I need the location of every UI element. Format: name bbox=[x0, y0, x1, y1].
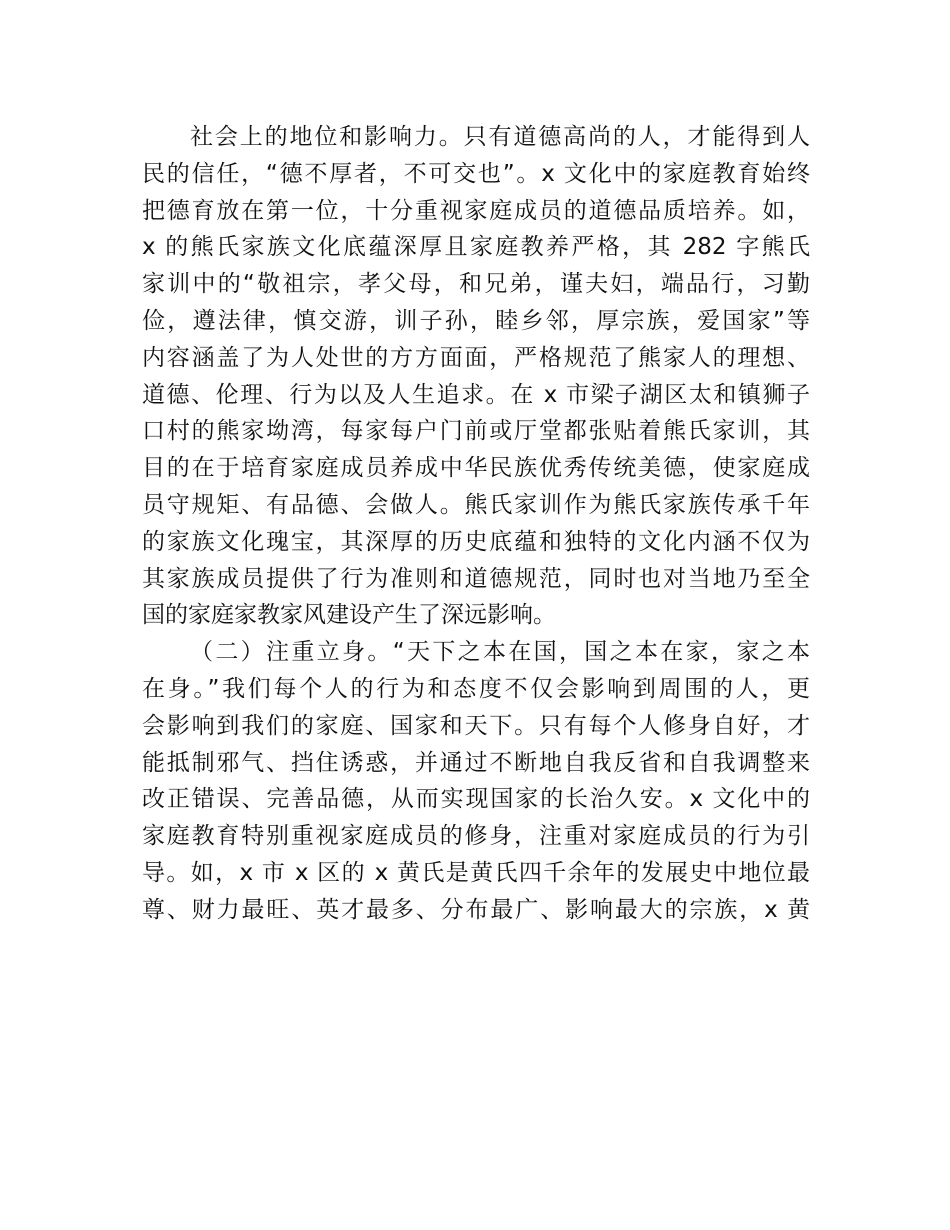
text-line: x 的熊氏家族文化底蕴深厚且家庭教养严格，其 282 字熊氏 bbox=[142, 234, 810, 261]
text-line: 改正错误、完善品德，从而实现国家的长治久安。x 文化中的 bbox=[142, 786, 810, 813]
text-line: 导。如，x 市 x 区的 x 黄氏是黄氏四千余年的发展史中地位最 bbox=[142, 859, 810, 886]
text-line: 口村的熊家坳湾，每家每户门前或厅堂都张贴着熊氏家训，其 bbox=[142, 418, 810, 445]
text-line: 尊、财力最旺、英才最多、分布最广、影响最大的宗族，x 黄 bbox=[142, 896, 810, 923]
paragraph-1 bbox=[142, 119, 810, 634]
text-line: 社会上的地位和影响力。只有道德高尚的人，才能得到人 bbox=[190, 124, 810, 150]
text-line: 内容涵盖了为人处世的方方面面，严格规范了熊家人的理想、 bbox=[142, 344, 810, 371]
text-line: 家庭教育特别重视家庭成员的修身，注重对家庭成员的行为引 bbox=[142, 823, 810, 850]
text-line: 目的在于培育家庭成员养成中华民族优秀传统美德，使家庭成 bbox=[142, 455, 810, 482]
text-line: 道德、伦理、行为以及人生追求。在 x 市梁子湖区太和镇狮子 bbox=[142, 381, 810, 408]
text-line: 俭，遵法律，慎交游，训子孙，睦乡邻，厚宗族，爱国家”等 bbox=[142, 307, 810, 334]
text-line: 能抵制邪气、挡住诱惑，并通过不断地自我反省和自我调整来 bbox=[142, 749, 810, 776]
text-line: 把德育放在第一位，十分重视家庭成员的道德品质培养。如， bbox=[142, 197, 810, 224]
text-line: 民的信任，“德不厚者，不可交也”。x 文化中的家庭教育始终 bbox=[142, 160, 810, 187]
text-line: 员守规矩、有品德、会做人。熊氏家训作为熊氏家族传承千年 bbox=[142, 491, 810, 518]
paragraph-2 bbox=[142, 634, 810, 928]
text-line: 会影响到我们的家庭、国家和天下。只有每个人修身自好，才 bbox=[142, 712, 810, 739]
document-body bbox=[142, 119, 810, 929]
text-line: 在身。”我们每个人的行为和态度不仅会影响到周围的人，更 bbox=[142, 675, 810, 702]
text-line: 家训中的“敬祖宗，孝父母，和兄弟，谨夫妇，端品行，习勤 bbox=[142, 271, 810, 298]
text-line: （二）注重立身。“天下之本在国，国之本在家，家之本 bbox=[190, 639, 810, 666]
text-line: 其家族成员提供了行为准则和道德规范，同时也对当地乃至全 bbox=[142, 565, 810, 592]
text-line: 的家族文化瑰宝，其深厚的历史底蕴和独特的文化内涵不仅为 bbox=[142, 528, 810, 555]
text-line: 国的家庭家教家风建设产生了深远影响。 bbox=[142, 602, 556, 629]
